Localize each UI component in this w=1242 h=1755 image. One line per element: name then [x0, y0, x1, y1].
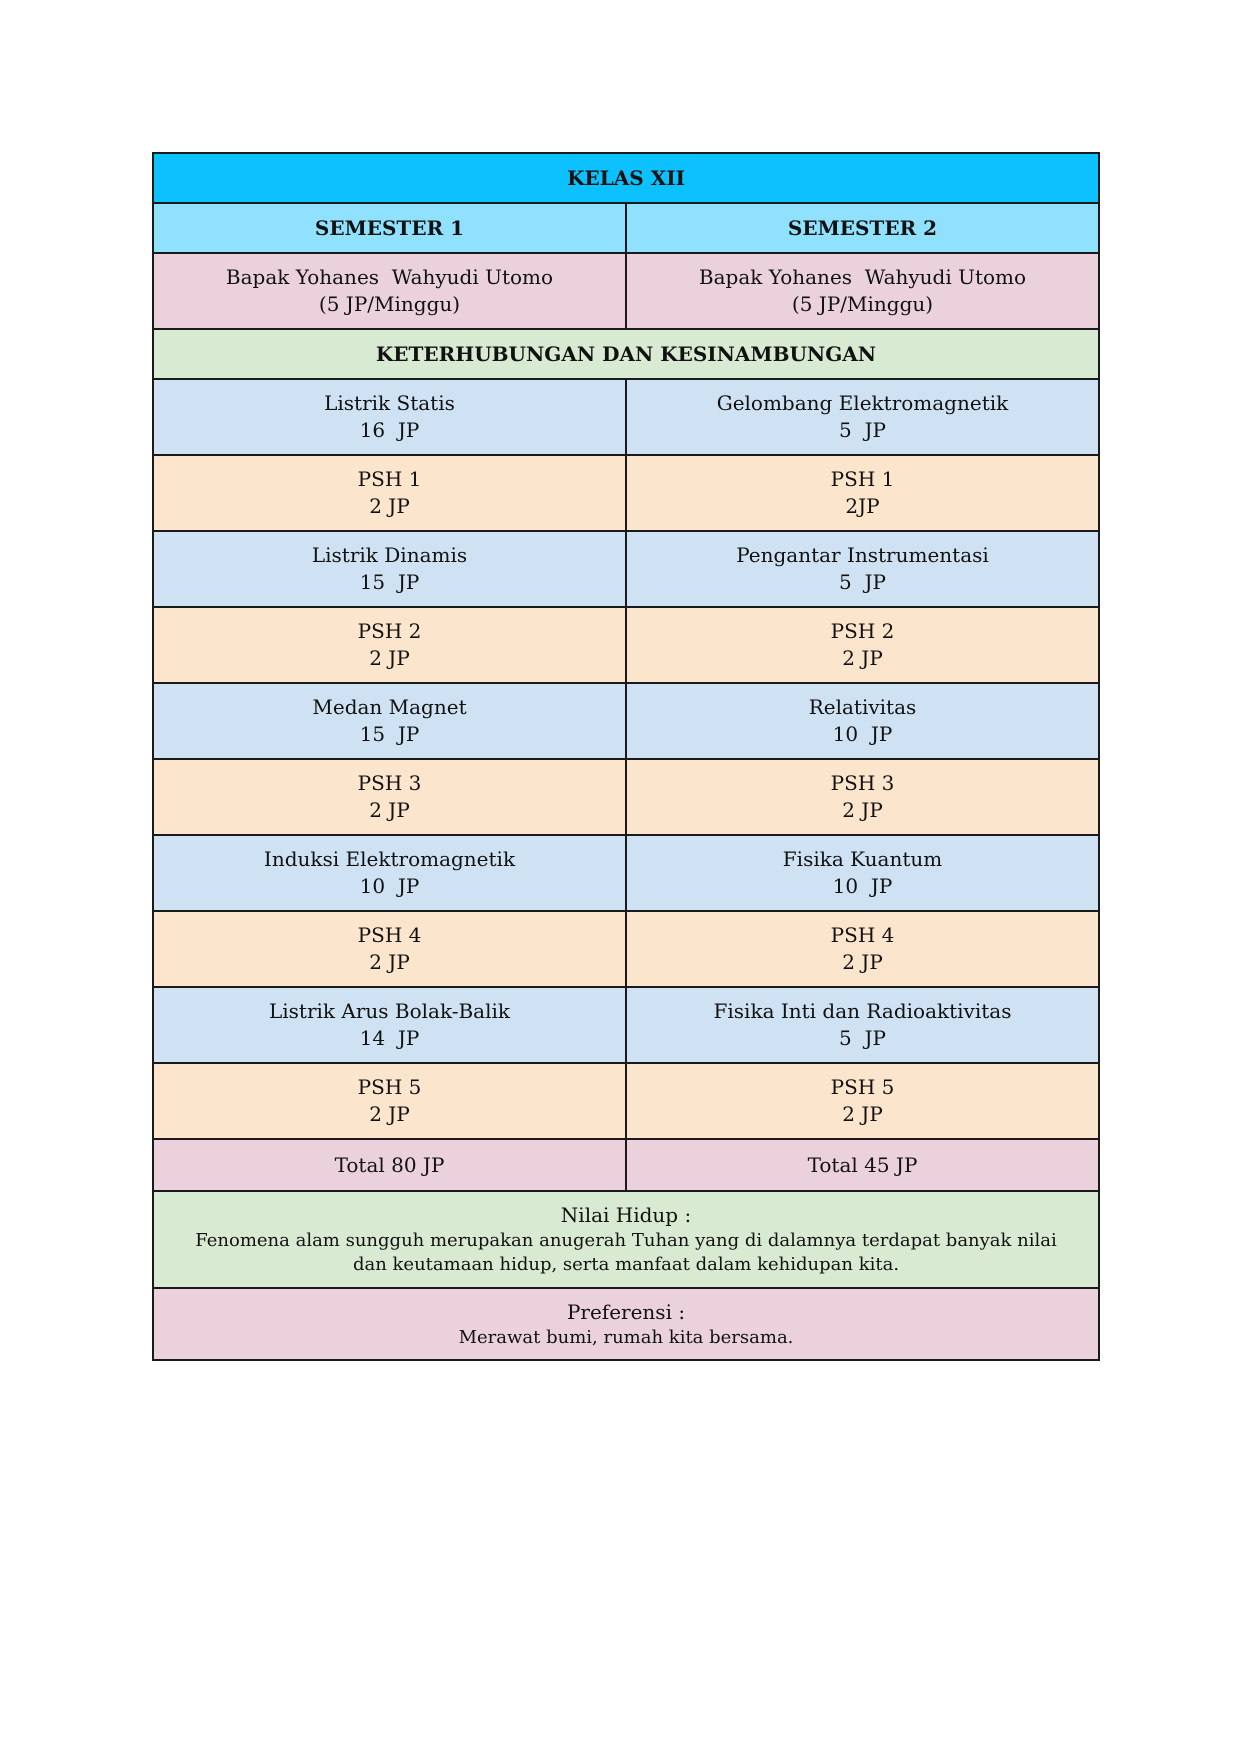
cell-title: PSH 3	[830, 771, 895, 795]
psh-cell-s2	[626, 759, 1099, 835]
cell-jp: 2 JP	[369, 646, 410, 670]
cell-jp: 15 JP	[359, 570, 420, 594]
psh-cell-s1	[153, 911, 626, 987]
cell-title: Medan Magnet	[312, 695, 467, 719]
cell-title: PSH 2	[357, 619, 422, 643]
psh-cell-s2	[626, 455, 1099, 531]
material-cell-s2	[626, 987, 1099, 1063]
teacher-hours: (5 JP/Minggu)	[791, 292, 934, 316]
cell-jp: 2 JP	[369, 494, 410, 518]
teacher-hours: (5 JP/Minggu)	[318, 292, 461, 316]
cell-jp: 2 JP	[369, 1102, 410, 1126]
cell-jp: 2 JP	[842, 646, 883, 670]
material-row	[153, 987, 1099, 1063]
cell-jp: 15 JP	[359, 722, 420, 746]
nilai-hidup-text: Fenomena alam sungguh merupakan anugerah Tuhan yang di dalamnya terdapat banyak nilai dan keutamaan hidup, serta manfaat dalam kehidupan kita.	[195, 1230, 1057, 1275]
psh-cell-s1	[153, 607, 626, 683]
material-cell-s1	[153, 379, 626, 455]
semester-2-header: SEMESTER 2	[626, 203, 1099, 253]
psh-row	[153, 911, 1099, 987]
psh-row	[153, 455, 1099, 531]
material-row	[153, 835, 1099, 911]
material-cell-s2	[626, 835, 1099, 911]
table-title: KELAS XII	[153, 153, 1099, 203]
material-cell-s1	[153, 683, 626, 759]
material-cell-s2	[626, 683, 1099, 759]
cell-jp: 5 JP	[839, 1026, 886, 1050]
material-cell-s1	[153, 987, 626, 1063]
nilai-hidup	[153, 1191, 1099, 1288]
material-cell-s1	[153, 835, 626, 911]
teacher-name: Bapak Yohanes Wahyudi Utomo	[698, 265, 1027, 289]
cell-jp: 16 JP	[359, 418, 420, 442]
total-semester-1: Total 80 JP	[153, 1139, 626, 1191]
cell-title: Induksi Elektromagnetik	[263, 847, 516, 871]
cell-title: Pengantar Instrumentasi	[736, 543, 989, 567]
material-cell-s2	[626, 379, 1099, 455]
psh-row	[153, 1063, 1099, 1139]
preferensi	[153, 1288, 1099, 1360]
psh-cell-s1	[153, 1063, 626, 1139]
cell-title: PSH 3	[357, 771, 422, 795]
cell-title: Fisika Inti dan Radioaktivitas	[713, 999, 1012, 1023]
cell-title: Relativitas	[808, 695, 917, 719]
cell-jp: 2 JP	[842, 1102, 883, 1126]
psh-row	[153, 607, 1099, 683]
psh-cell-s1	[153, 455, 626, 531]
cell-title: Listrik Dinamis	[311, 543, 468, 567]
teacher-semester-2	[626, 253, 1099, 329]
cell-title: PSH 5	[830, 1075, 895, 1099]
cell-title: PSH 1	[830, 467, 895, 491]
cell-title: Fisika Kuantum	[782, 847, 943, 871]
cell-jp: 10 JP	[832, 722, 893, 746]
section-title: KETERHUBUNGAN DAN KESINAMBUNGAN	[153, 329, 1099, 379]
cell-title: Listrik Arus Bolak-Balik	[268, 999, 511, 1023]
cell-jp: 5 JP	[839, 570, 886, 594]
cell-jp: 14 JP	[359, 1026, 420, 1050]
cell-title: PSH 4	[830, 923, 895, 947]
kelas-xii-table	[152, 152, 1100, 1361]
cell-jp: 2JP	[845, 494, 880, 518]
cell-jp: 2 JP	[842, 798, 883, 822]
material-row	[153, 379, 1099, 455]
cell-title: PSH 4	[357, 923, 422, 947]
preferensi-label: Preferensi :	[566, 1299, 686, 1324]
material-row	[153, 531, 1099, 607]
preferensi-text: Merawat bumi, rumah kita bersama.	[458, 1326, 794, 1348]
material-cell-s1	[153, 531, 626, 607]
cell-title: PSH 5	[357, 1075, 422, 1099]
teacher-name: Bapak Yohanes Wahyudi Utomo	[225, 265, 554, 289]
semester-1-header: SEMESTER 1	[153, 203, 626, 253]
cell-jp: 2 JP	[369, 950, 410, 974]
cell-jp: 5 JP	[839, 418, 886, 442]
psh-cell-s2	[626, 1063, 1099, 1139]
psh-cell-s2	[626, 607, 1099, 683]
cell-jp: 2 JP	[842, 950, 883, 974]
psh-cell-s1	[153, 759, 626, 835]
nilai-hidup-label: Nilai Hidup :	[560, 1203, 692, 1227]
psh-cell-s2	[626, 911, 1099, 987]
cell-title: PSH 1	[357, 467, 422, 491]
material-cell-s2	[626, 531, 1099, 607]
cell-title: Listrik Statis	[324, 391, 455, 415]
cell-jp: 10 JP	[832, 874, 893, 898]
cell-jp: 10 JP	[359, 874, 420, 898]
material-row	[153, 683, 1099, 759]
teacher-semester-1	[153, 253, 626, 329]
psh-row	[153, 759, 1099, 835]
cell-jp: 2 JP	[369, 798, 410, 822]
total-semester-2: Total 45 JP	[626, 1139, 1099, 1191]
cell-title: Gelombang Elektromagnetik	[716, 391, 1009, 415]
cell-title: PSH 2	[830, 619, 895, 643]
